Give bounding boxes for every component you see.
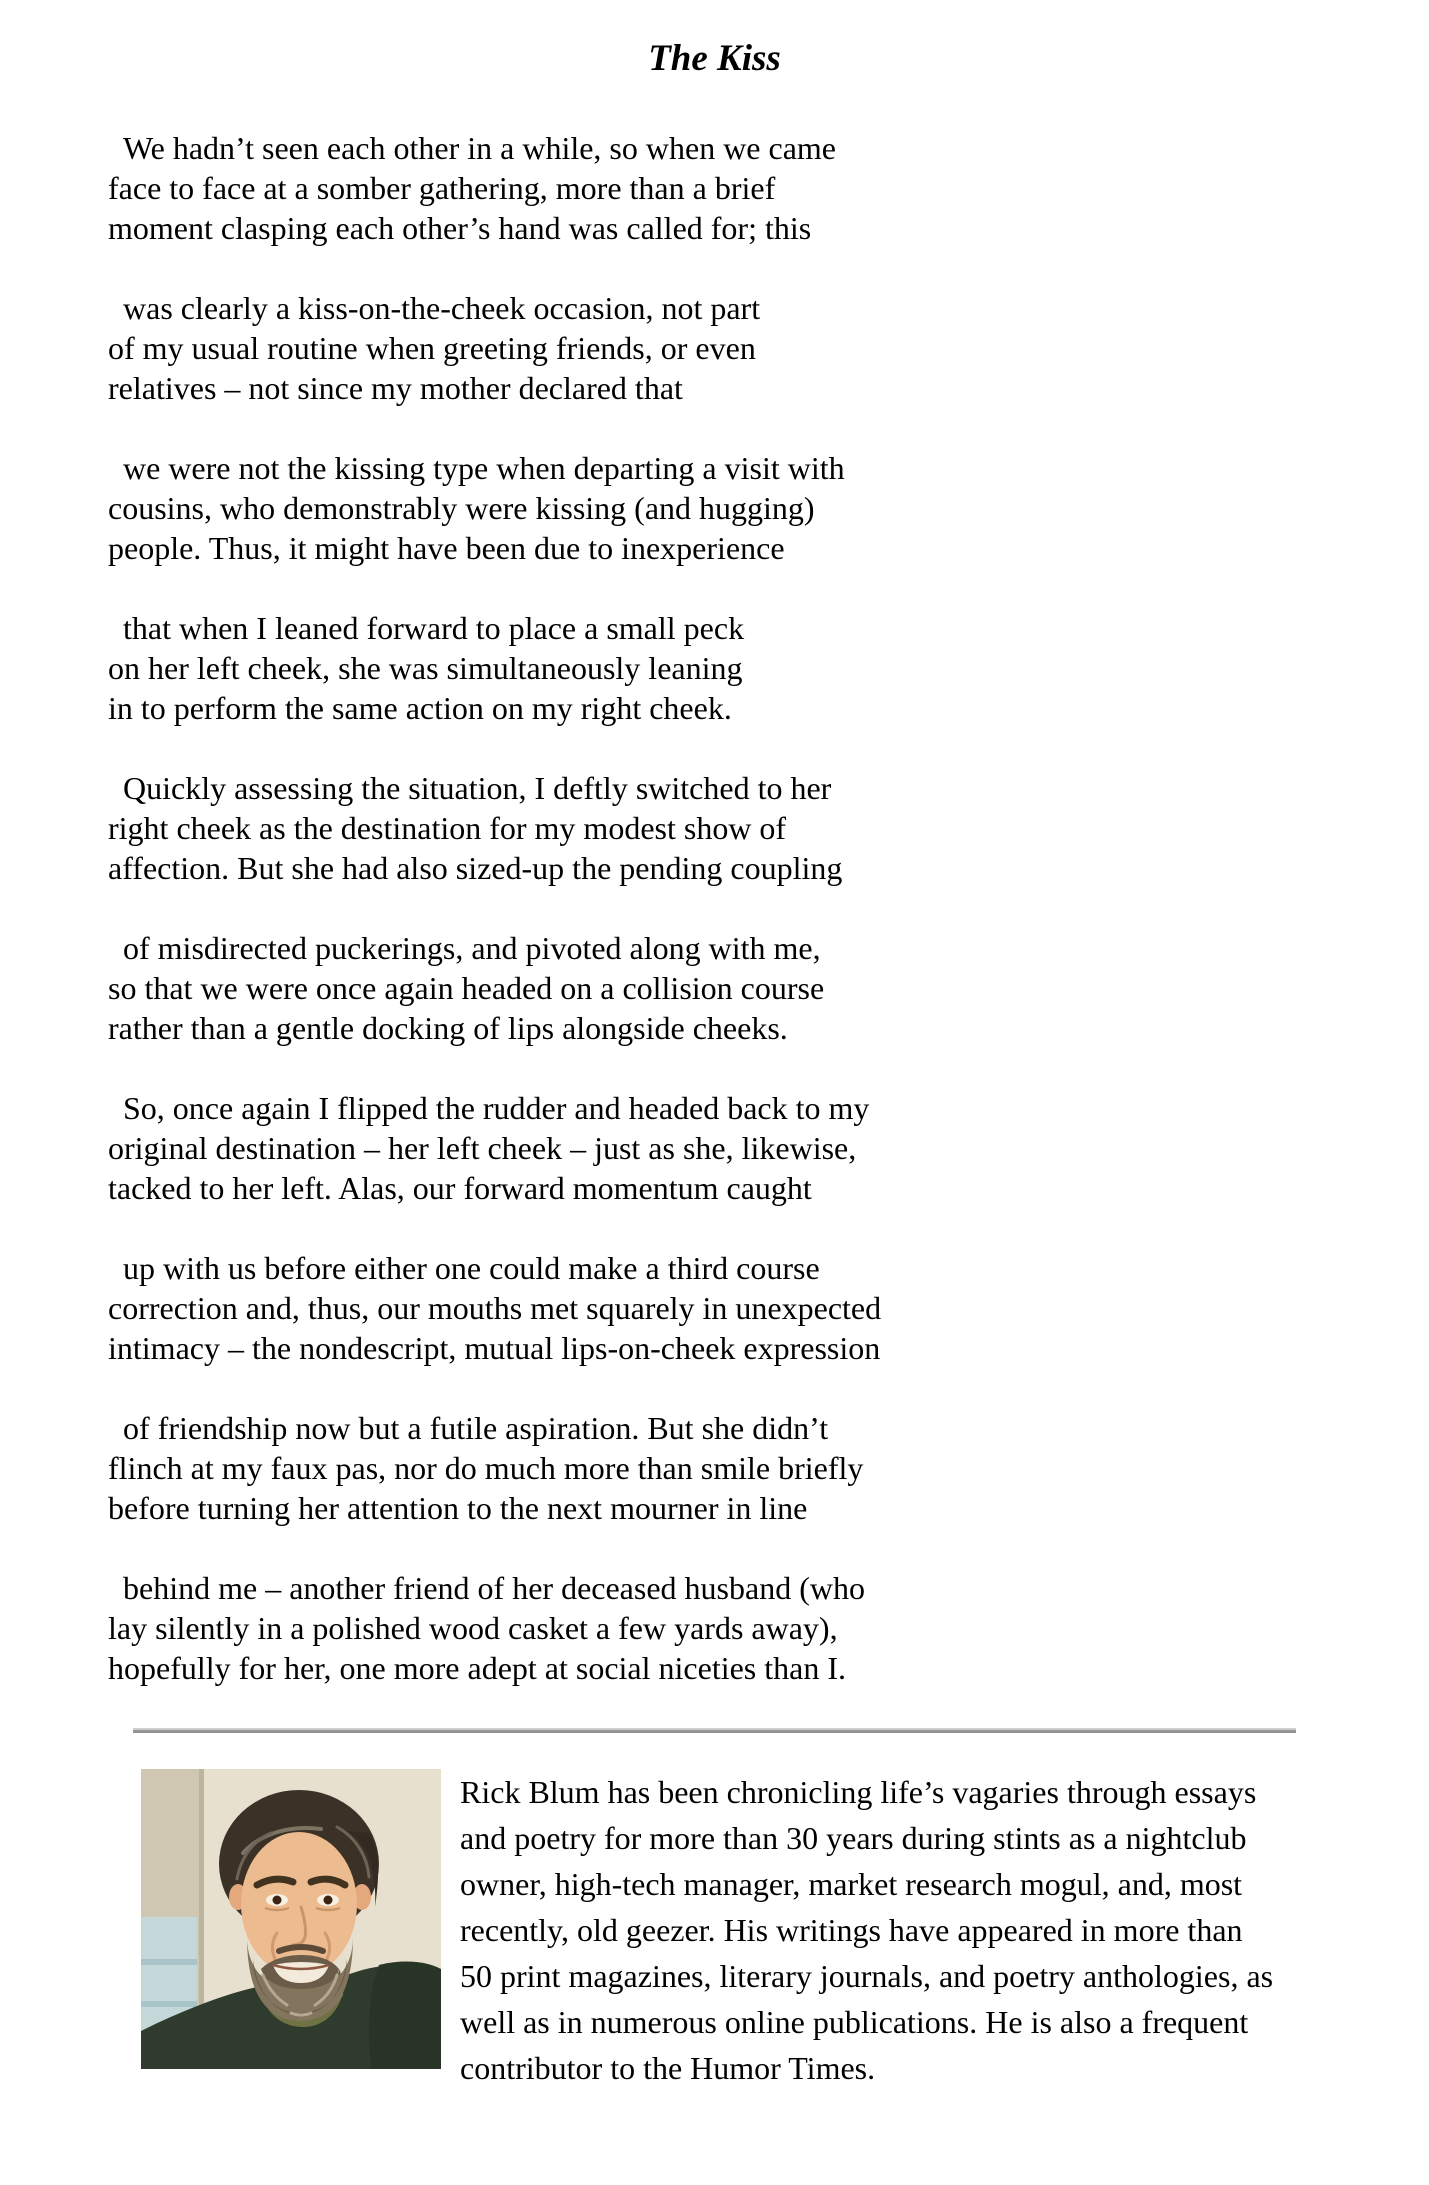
bio-line: Rick Blum has been chronicling life’s vagaries through essays <box>460 1774 1257 1810</box>
poem-line: of misdirected puckerings, and pivoted along with me, <box>123 930 821 966</box>
bio-line: contributor to the Humor Times. <box>460 2050 876 2086</box>
poem-line: behind me – another friend of her deceased husband (who <box>123 1570 865 1606</box>
rick-blum-portrait-illustration <box>141 1769 441 2069</box>
bio-line: 50 print magazines, literary journals, and poetry anthologies, as <box>460 1958 1274 1994</box>
poem-line: lay silently in a polished wood casket a few yards away), <box>108 1610 838 1646</box>
poem-line: flinch at my faux pas, nor do much more than smile briefly <box>108 1450 864 1486</box>
poem-stanza-9 <box>108 1408 1429 1528</box>
poem-line: so that we were once again headed on a collision course <box>108 970 825 1006</box>
poem-line: people. Thus, it might have been due to inexperience <box>108 530 785 566</box>
poem-line: correction and, thus, our mouths met squarely in unexpected <box>108 1290 882 1326</box>
bio-line: owner, high-tech manager, market research mogul, and, most <box>460 1866 1243 1902</box>
poem-line: Quickly assessing the situation, I deftly switched to her <box>123 770 832 806</box>
section-divider <box>133 1728 1296 1733</box>
poem-line: original destination – her left cheek – just as she, likewise, <box>108 1130 857 1166</box>
author-bio-text <box>460 1769 1296 2091</box>
poem-stanza-8 <box>108 1248 1429 1368</box>
poem-line: right cheek as the destination for my modest show of <box>108 810 787 846</box>
poem-line: before turning her attention to the next mourner in line <box>108 1490 808 1526</box>
poem-line: face to face at a somber gathering, more than a brief <box>108 170 776 206</box>
poem-line: relatives – not since my mother declared that <box>108 370 683 406</box>
poem-line: We hadn’t seen each other in a while, so when we came <box>123 130 836 166</box>
poem-line: of my usual routine when greeting friends, or even <box>108 330 756 366</box>
poem-body <box>108 128 1429 1688</box>
poem-title: The Kiss <box>648 38 781 79</box>
poem-line: we were not the kissing type when departing a visit with <box>123 450 845 486</box>
poem-stanza-10 <box>108 1568 1429 1688</box>
poem-line: in to perform the same action on my right cheek. <box>108 690 732 726</box>
poem-line: intimacy – the nondescript, mutual lips-on-cheek expression <box>108 1330 881 1366</box>
poem-line: hopefully for her, one more adept at social niceties than I. <box>108 1650 846 1686</box>
poem-stanza-2 <box>108 288 1429 408</box>
poem-stanza-7 <box>108 1088 1429 1208</box>
poem-line: up with us before either one could make a third course <box>123 1250 820 1286</box>
bio-line: well as in numerous online publications. He is also a frequent <box>460 2004 1249 2040</box>
author-photo <box>141 1769 441 2069</box>
bio-line: recently, old geezer. His writings have appeared in more than <box>460 1912 1243 1948</box>
poem-line: So, once again I flipped the rudder and headed back to my <box>123 1090 870 1126</box>
poem-line: rather than a gentle docking of lips alongside cheeks. <box>108 1010 788 1046</box>
poem-line: tacked to her left. Alas, our forward momentum caught <box>108 1170 812 1206</box>
poem-line: affection. But she had also sized-up the pending coupling <box>108 850 843 886</box>
poem-stanza-3 <box>108 448 1429 568</box>
poem-stanza-1 <box>108 128 1429 248</box>
poem-line: of friendship now but a futile aspiration. But she didn’t <box>123 1410 829 1446</box>
poem-stanza-6 <box>108 928 1429 1048</box>
poem-line: moment clasping each other’s hand was called for; this <box>108 210 812 246</box>
poem-stanza-5 <box>108 768 1429 888</box>
poem-line: was clearly a kiss-on-the-cheek occasion, not part <box>123 290 761 326</box>
author-bio-section <box>141 1769 1296 2091</box>
poem-line: on her left cheek, she was simultaneously leaning <box>108 650 743 686</box>
poem-line: cousins, who demonstrably were kissing (and hugging) <box>108 490 815 526</box>
poem-stanza-4 <box>108 608 1429 728</box>
bio-line: and poetry for more than 30 years during stints as a nightclub <box>460 1820 1247 1856</box>
poem-line: that when I leaned forward to place a small peck <box>123 610 745 646</box>
